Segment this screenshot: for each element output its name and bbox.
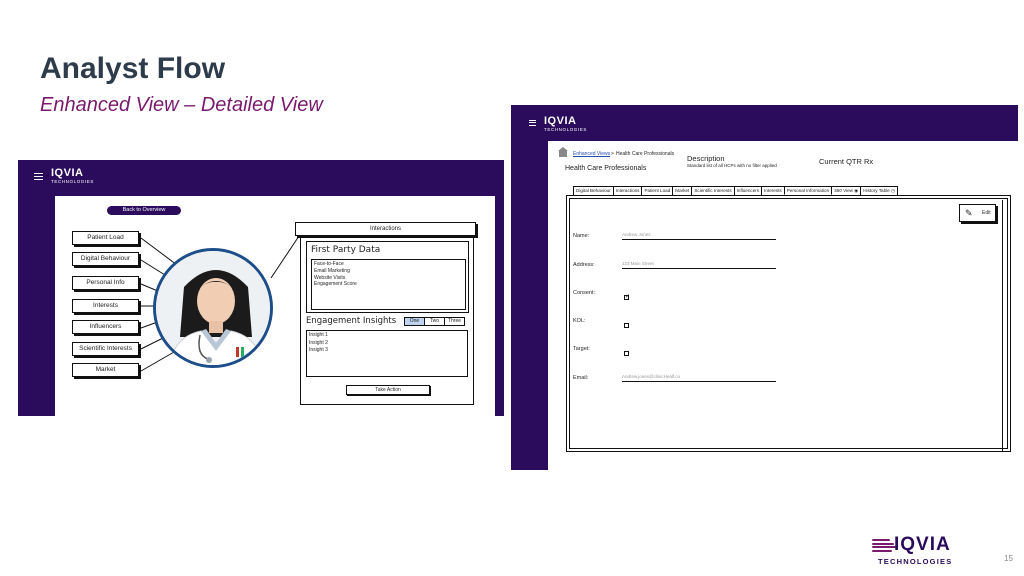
- tab-personal-information[interactable]: Personal Information: [784, 186, 832, 195]
- list-item[interactable]: Insight 3: [309, 347, 328, 353]
- enhanced-view-content: [55, 196, 495, 416]
- personal-information-panel: [566, 195, 1011, 452]
- tab-360-view[interactable]: 360 View ◉: [831, 186, 861, 195]
- scrollbar[interactable]: [1002, 200, 1008, 452]
- description-text: Standard list of all HCPs with no filter applied: [687, 163, 777, 168]
- email-field[interactable]: Andrew.jones@clinicHealf.co: [622, 374, 776, 382]
- doctor-avatar: [153, 248, 273, 368]
- list-item[interactable]: Insight 1: [309, 332, 328, 338]
- menu-icon[interactable]: [34, 173, 43, 180]
- iqvia-logo: [544, 116, 587, 133]
- target-label: Target:: [573, 346, 590, 352]
- consent-label: Consent:: [573, 290, 596, 296]
- slide-subtitle: Enhanced View – Detailed View: [40, 94, 323, 116]
- back-to-overview-button[interactable]: Back to Overview: [107, 206, 181, 215]
- logo-stripes-icon: [872, 539, 896, 553]
- logo-tagline: TECHNOLOGIES: [544, 127, 587, 132]
- category-button-interests[interactable]: Interests: [72, 299, 139, 313]
- edit-button[interactable]: [959, 204, 996, 222]
- first-party-data-box: [306, 241, 469, 313]
- detail-tabs: [573, 186, 897, 195]
- menu-icon[interactable]: [529, 120, 536, 126]
- consent-checkbox[interactable]: ✓: [625, 294, 631, 300]
- tab-two[interactable]: Two: [424, 317, 445, 326]
- target-checkbox[interactable]: [624, 351, 629, 356]
- address-label: Address:: [573, 262, 595, 268]
- home-icon[interactable]: [559, 151, 567, 157]
- slide-title: Analyst Flow: [40, 52, 226, 85]
- tab-scientific-interests[interactable]: Scientific Interests: [691, 186, 734, 195]
- page-title: Health Care Professionals: [565, 165, 647, 172]
- category-button-personal-info[interactable]: Personal Info: [72, 276, 139, 290]
- breadcrumb-enhanced-views[interactable]: Enhanced Views: [573, 151, 611, 157]
- breadcrumb-separator: >: [611, 151, 614, 157]
- footer-logo-word: IQVIA: [894, 534, 951, 555]
- breadcrumb-current: Health Care Professionals: [616, 151, 675, 157]
- tab-interests[interactable]: Interests: [761, 186, 785, 195]
- enhanced-view-mockup: [18, 160, 504, 416]
- category-button-patient-load[interactable]: Patient Load: [72, 231, 139, 245]
- logo-tagline: TECHNOLOGIES: [51, 179, 94, 184]
- iqvia-logo: [51, 168, 94, 185]
- tab-patient-load[interactable]: Patient Load: [641, 186, 673, 195]
- logo-word: IQVIA: [51, 167, 84, 179]
- detailed-view-content: [548, 141, 1018, 470]
- engagement-tabs: [404, 317, 464, 326]
- take-action-button[interactable]: Take Action: [346, 385, 430, 395]
- first-party-data-list[interactable]: [311, 259, 466, 310]
- tab-history-table[interactable]: History Table ◷: [860, 186, 898, 195]
- category-button-market[interactable]: Market: [72, 363, 139, 377]
- pencil-icon: ✎: [965, 208, 973, 218]
- name-field[interactable]: Andrew Jones: [622, 232, 776, 240]
- list-item[interactable]: Insight 2: [309, 339, 328, 346]
- email-label: Email:: [573, 375, 589, 381]
- list-item[interactable]: Engagement Score: [314, 281, 357, 288]
- tab-influencers[interactable]: Influencers: [734, 186, 762, 195]
- interactions-header: Interactions: [295, 222, 476, 236]
- detailed-view-mockup: [511, 105, 1018, 470]
- name-label: Name:: [573, 233, 590, 239]
- page-number: 15: [1004, 554, 1013, 563]
- tab-digital-behaviour[interactable]: Digital Behaviour: [573, 186, 614, 195]
- tab-one[interactable]: One: [404, 317, 425, 326]
- list-item[interactable]: Email Marketing: [314, 267, 350, 274]
- edit-button-label: Edit: [982, 210, 991, 216]
- kol-checkbox[interactable]: [624, 323, 629, 328]
- footer-logo-tagline: TECHNOLOGIES: [878, 557, 953, 566]
- description-label: Description: [687, 154, 725, 163]
- address-field[interactable]: 123 Main Street: [622, 261, 776, 269]
- tab-three[interactable]: Three: [444, 317, 465, 326]
- current-qtr-rx-label: Current QTR Rx: [819, 157, 874, 166]
- list-item[interactable]: Website Visits: [314, 274, 346, 281]
- engagement-insights-list[interactable]: [306, 330, 468, 377]
- tab-interactions[interactable]: Interactions: [613, 186, 643, 195]
- category-button-scientific-interests[interactable]: Scientific Interests: [72, 342, 139, 356]
- engagement-insights-title: Engagement Insights: [306, 316, 397, 326]
- logo-word: IQVIA: [544, 115, 577, 127]
- category-button-digital-behaviour[interactable]: Digital Behaviour: [72, 252, 139, 266]
- tab-market[interactable]: Market: [672, 186, 692, 195]
- kol-label: KOL:: [573, 318, 586, 324]
- first-party-data-title: First Party Data: [311, 245, 381, 255]
- category-button-influencers[interactable]: Influencers: [72, 320, 139, 334]
- list-item[interactable]: Face-to-Face: [314, 261, 344, 267]
